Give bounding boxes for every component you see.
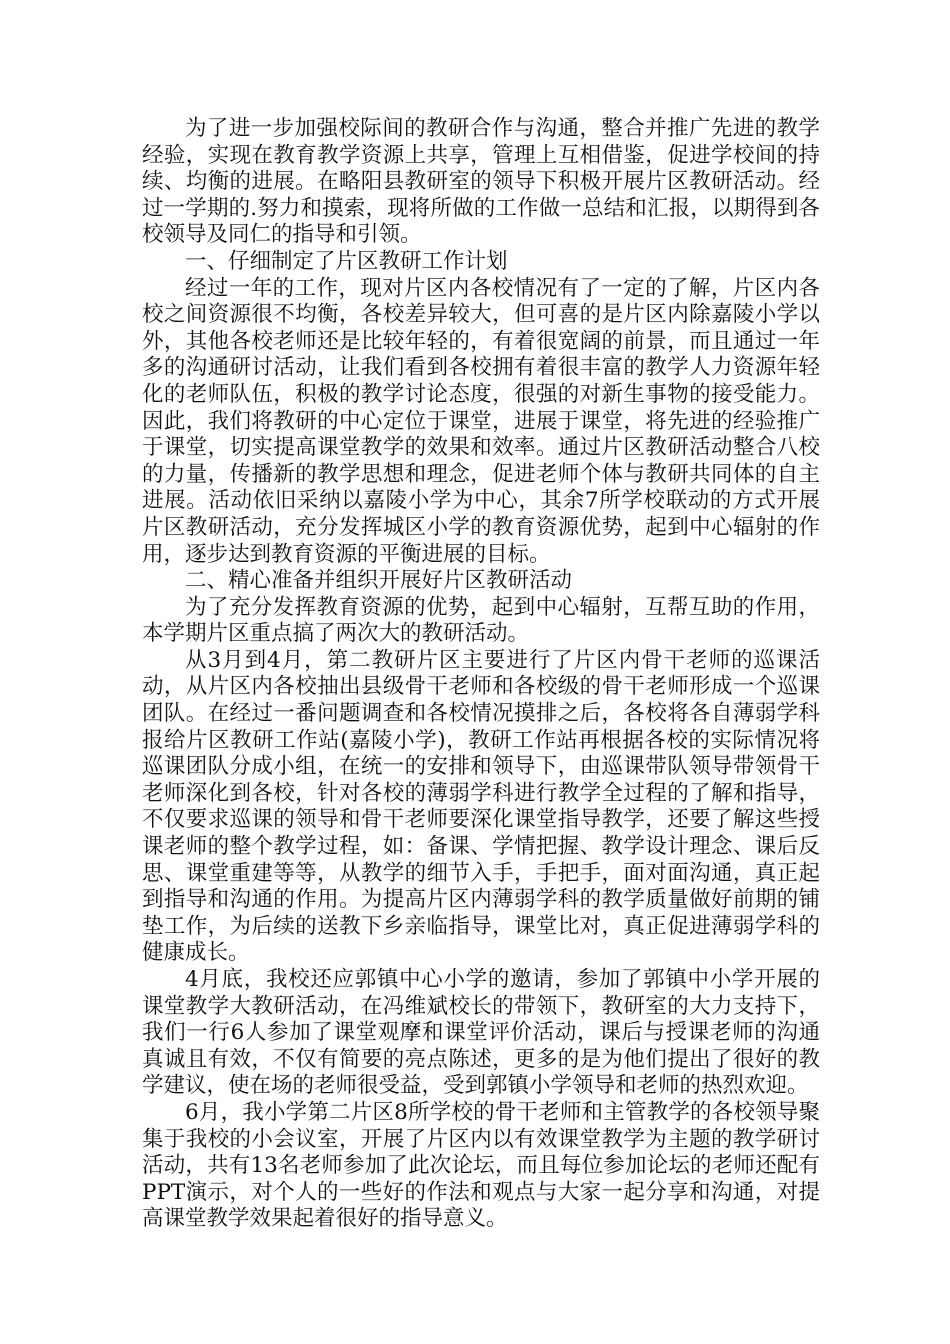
- section-2-paragraph-2: 从3月到4月，第二教研片区主要进行了片区内骨干老师的巡课活动，从片区内各校抽出县级骨干老师和各校级的骨干老师形成一个巡课团队。在经过一番问题调查和各校情况摸排之后，各校将各自薄弱学科报给片区教研工作站(嘉陵小学)，教研工作站再根据各校的实际情况将巡课团队分成小组，在统一的安排和领导下，由巡课带队领导带领骨干老师深化到各校，针对各校的薄弱学科进行教学全过程的了解和指导，不仅要求巡课的领导和骨干老师要深化课堂指导教学，还要了解这些授课老师的整个教学过程，如：备课、学情把握、教学设计理念、课后反思、课堂重建等等，从教学的细节入手，手把手，面对面沟通，真正起到指导和沟通的作用。为提高片区内薄弱学科的教学质量做好前期的铺垫工作，为后续的送教下乡亲临指导，课堂比对，真正促进薄弱学科的健康成长。: [142, 647, 820, 966]
- section-heading-1: 一、仔细制定了片区教研工作计划: [185, 248, 508, 274]
- section-2-paragraph-4: 6月，我小学第二片区8所学校的骨干老师和主管教学的各校领导聚集于我校的小会议室，开展了片区内以有效课堂教学为主题的教学研讨活动，共有13名老师参加了此次论坛，而且每位参加论坛的老师还配有PPT演示，对个人的一些好的作法和观点与大家一起分享和沟通，对提高课堂教学效果起着很好的指导意义。: [142, 1099, 820, 1232]
- section-heading-2: 二、精心准备并组织开展好片区教研活动: [185, 568, 573, 594]
- document-page: [142, 116, 820, 1233]
- section-2-paragraph-3: 4月底，我校还应郭镇中心小学的邀请，参加了郭镇中小学开展的课堂教学大教研活动，在冯维斌校长的带领下，教研室的大力支持下，我们一行6人参加了课堂观摩和课堂评价活动，课后与授课老师的沟通真诚且有效，不仅有简要的亮点陈述，更多的是为他们提出了很好的教学建议，使在场的老师很受益，受到郭镇小学领导和老师的热烈欢迎。: [142, 967, 820, 1099]
- intro-paragraph: 为了进一步加强校际间的教研合作与沟通，整合并推广先进的教学经验，实现在教育教学资源上共享，管理上互相借鉴，促进学校间的持续、均衡的进展。在略阳县教研室的领导下积极开展片区教研活动。经过一学期的.努力和摸索，现将所做的工作做一总结和汇报，以期得到各校领导及同仁的指导和引领。: [142, 116, 820, 248]
- section-2-paragraph-1: 为了充分发挥教育资源的优势，起到中心辐射，互帮互助的作用，本学期片区重点搞了两次大的教研活动。: [142, 594, 820, 647]
- section-1-paragraph: 经过一年的工作，现对片区内各校情况有了一定的了解，片区内各校之间资源很不均衡，各校差异较大，但可喜的是片区内除嘉陵小学以外，其他各校老师还是比较年轻的，有着很宽阔的前景，而且通过一年多的沟通研讨活动，让我们看到各校拥有着很丰富的教学人力资源年轻化的老师队伍，积极的教学讨论态度，很强的对新生事物的接受能力。因此，我们将教研的中心定位于课堂，进展于课堂，将先进的经验推广于课堂，切实提高课堂教学的效果和效率。通过片区教研活动整合八校的力量，传播新的教学思想和理念，促进老师个体与教研共同体的自主进展。活动依旧采纳以嘉陵小学为中心，其余7所学校联动的方式开展片区教研活动，充分发挥城区小学的教育资源优势，起到中心辐射的作用，逐步达到教育资源的平衡进展的目标。: [142, 275, 820, 567]
